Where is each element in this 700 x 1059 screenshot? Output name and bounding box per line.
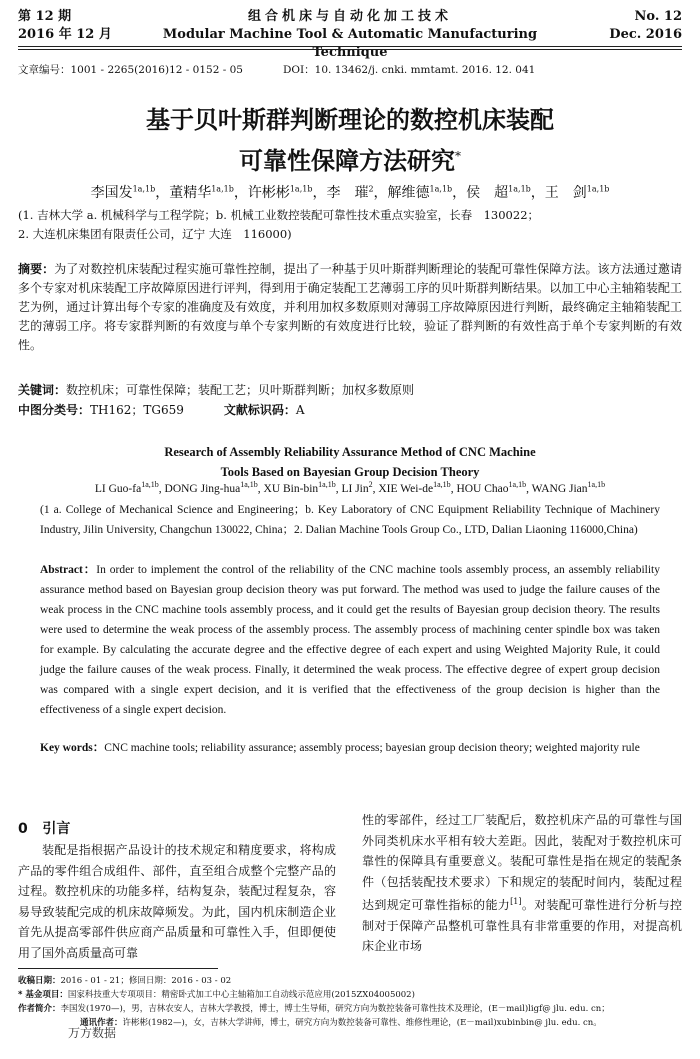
- article-meta: [18, 62, 535, 77]
- issue-cn: 第 12 期: [18, 9, 72, 24]
- author: 李国发$^{1a,1b}$: [90, 184, 156, 201]
- body-column-right: 性的零部件，经过工厂装配后，数控机床产品的可靠性与国外同类机床水平相有较大差距。因此，装配对于数控机床可靠性的保障具有重要意义。装配可靠性是指在规定的装配条件（包括装配技术要求）下和规定的装配时间内，装配过程达到规定可靠性指标的能力[1]。对装配可靠性进行分析与控制对于保障产品整机可靠性具有非常重要的作用，对提高机床企业市场: [362, 813, 682, 953]
- issue-en: No. 12: [634, 9, 682, 24]
- body-column-left: 装配是指根据产品设计的技术规定和精度要求，将构成产品的零件组合成组件、部件，直至组合成整个完整产品的过程。数控机床的功能多样，结构复杂，装配过程复杂，容易导致装配完成的机床故障频发。为此，国内机床制造企业首先从提高零部件供应商产品质量和可靠性入手，但即便使用了国外高质量高可靠: [18, 843, 336, 960]
- running-header-center: [140, 8, 560, 62]
- author: LI Jin$^2$: [341, 480, 373, 495]
- abstract-text-en: In order to implement the control of the reliability of the CNC machine tools assembly process, an assembly reliability assurance method based on Bayesian group decision theory was put forward. The method was used to judge the failure causes of the weak process in the CNC machine tools assembly process, and it could get the results of Bayesian group decision theory. The results were used to determine the weak process of the assembly process. The assembly process of machining center spindle box was taken for example. By calculating the accurate degree and the effective degree of each expert and using Weighted Majority Rule, it could judge the failure causes of the weak process. Finally, it determined the weak process. The effective degree of expert group decision was compared with a single expert decision, and it is verified that the effectiveness of the group decision is higher than the effectiveness of a single expert decision.: [40, 564, 660, 716]
- author: 解维德$^{1a,1b}$: [387, 184, 453, 201]
- affiliation-cn: (1. 吉林大学 a. 机械科学与工程学院；b. 机械工业数控装配可靠性技术重点实验室，长春 130022； 2. 大连机床集团有限责任公司，辽宁 大连 116000): [18, 208, 540, 241]
- author: 王 剑$^{1a,1b}$: [544, 184, 610, 201]
- author: 李 璀$^2$: [326, 184, 374, 201]
- author-list-en: LI Guo-$fa^{1a,1b}$, DONG Jing-hua$^{1a,1b}$, XU Bin-bin$^{1a,1b}$, LI Jin$^2$, XIE Wei-$de^{1a,1b}$, HOU Chao$^{1a,1b}$, WANG Jian$^{1a,1b}$: [94, 480, 606, 495]
- journal-title-cn: 组合机床与自动化加工技术: [247, 9, 452, 24]
- watermark: 万方数据: [68, 1026, 117, 1040]
- abstract-cn: [18, 260, 682, 355]
- date-cn: 2016 年 12 月: [18, 27, 112, 42]
- running-header-right: [609, 8, 682, 44]
- abstract-label-en: Abstract：: [40, 564, 97, 576]
- author: LI Guo-$fa^{1a,1b}$: [94, 480, 159, 495]
- section-heading: 0 引言: [18, 821, 71, 837]
- author-list-cn: 李国发$^{1a,1b}$，董精华$^{1a,1b}$，许彬彬$^{1a,1b}$，李 璀$^2$，解维德$^{1a,1b}$，侯 超$^{1a,1b}$，王 剑$^{1a,1b}$: [90, 184, 610, 201]
- journal-title-en: Modular Machine Tool & Automatic Manufacturing Technique: [162, 27, 538, 60]
- running-header-left: [18, 8, 112, 44]
- footnote-received: 收稿日期：2016 - 01 - 21；修回日期：2016 - 03 - 02: [18, 976, 232, 986]
- fund-mark: *: [455, 149, 461, 163]
- footnote-rule: [18, 968, 218, 969]
- footnote-fund: * 基金项目：国家科技重大专项项目：精密卧式加工中心主轴箱加工自动线示范应用(2015ZX04005002): [18, 990, 415, 1000]
- footnote-author: 作者简介：李国发(1970—)，男，吉林农安人，吉林大学教授，博士，博士生导师，研究方向为数控装备可靠性技术及理论，(E－mail)ligf@ jlu. edu. cn；: [18, 1004, 610, 1014]
- author: 许彬彬$^{1a,1b}$: [247, 184, 313, 201]
- footnote-corresponding: 通讯作者：许彬彬(1982—)，女，吉林大学讲师，博士，研究方向为数控装备可靠性、维修性理论，(E－mail)xubinbin@ jlu. edu. cn。: [80, 1018, 602, 1028]
- author: WANG Jian$^{1a,1b}$: [531, 480, 606, 495]
- doi: DOI：10. 13462/j. cnki. mmtamt. 2016. 12. 041: [282, 64, 536, 76]
- article-number: 文章编号：1001 - 2265(2016)12 - 0152 - 05: [18, 64, 243, 76]
- abstract-en: [40, 560, 660, 720]
- keywords-en: Key words：CNC machine tools; reliability assurance; assembly process; bayesian group decision theory; weighted majority rule: [40, 742, 640, 754]
- paper-title-en: Research of Assembly Reliability Assurance Method of CNC Machine Tools Based on Bayesian Group Decision Theory: [164, 445, 536, 479]
- classification: 中图分类号：TH162；TG659 文献标识码：A: [18, 403, 305, 417]
- date-en: Dec. 2016: [609, 27, 682, 42]
- title-line-2: 可靠性保障方法研究*: [239, 146, 461, 175]
- keywords-cn: 关键词：数控机床；可靠性保障；装配工艺；贝叶斯群判断；加权多数原则: [18, 383, 415, 397]
- affiliation-en: (1 a. College of Mechanical Science and Engineering；b. Key Laboratory of CNC Equipment Reliability Technique of Machinery Industry, Jilin University, Changchun 130022, China；2. Dalian Machine Tools Group Co., LTD, Dalian Liaoning 116000,China): [40, 504, 660, 536]
- author: 侯 超$^{1a,1b}$: [466, 184, 531, 201]
- abstract-label: 摘要：: [18, 262, 55, 276]
- author: XIE Wei-$de^{1a,1b}$: [378, 480, 451, 495]
- citation: [1]: [510, 897, 522, 906]
- title-line-1: 基于贝叶斯群判断理论的数控机床装配: [146, 105, 554, 134]
- paper-title-cn: [18, 102, 682, 179]
- author: HOU Chao$^{1a,1b}$: [456, 480, 527, 495]
- header-rule: [18, 46, 682, 47]
- author: 董精华$^{1a,1b}$: [169, 184, 234, 201]
- header-rule-thin: [18, 49, 682, 50]
- author: DONG Jing-hua$^{1a,1b}$: [164, 480, 258, 495]
- author: XU Bin-bin$^{1a,1b}$: [263, 480, 336, 495]
- abstract-text: 为了对数控机床装配过程实施可靠性控制，提出了一种基于贝叶斯群判断理论的装配可靠性保障方法。该方法通过邀请多个专家对机床装配工序故障原因进行评判，得到用于确定装配工艺薄弱工序的贝叶斯群判断结果。以加工中心主轴箱装配工艺为例，通过计算出每个专家的准确度及有效度，并利用加权多数原则对薄弱工序故障原因进行判断，最终确定主轴箱装配工艺的薄弱工序。将专家群判断的有效度与单个专家判断的有效度进行比较，验证了群判断的有效性高于单个专家判断的有效性。: [18, 262, 682, 352]
